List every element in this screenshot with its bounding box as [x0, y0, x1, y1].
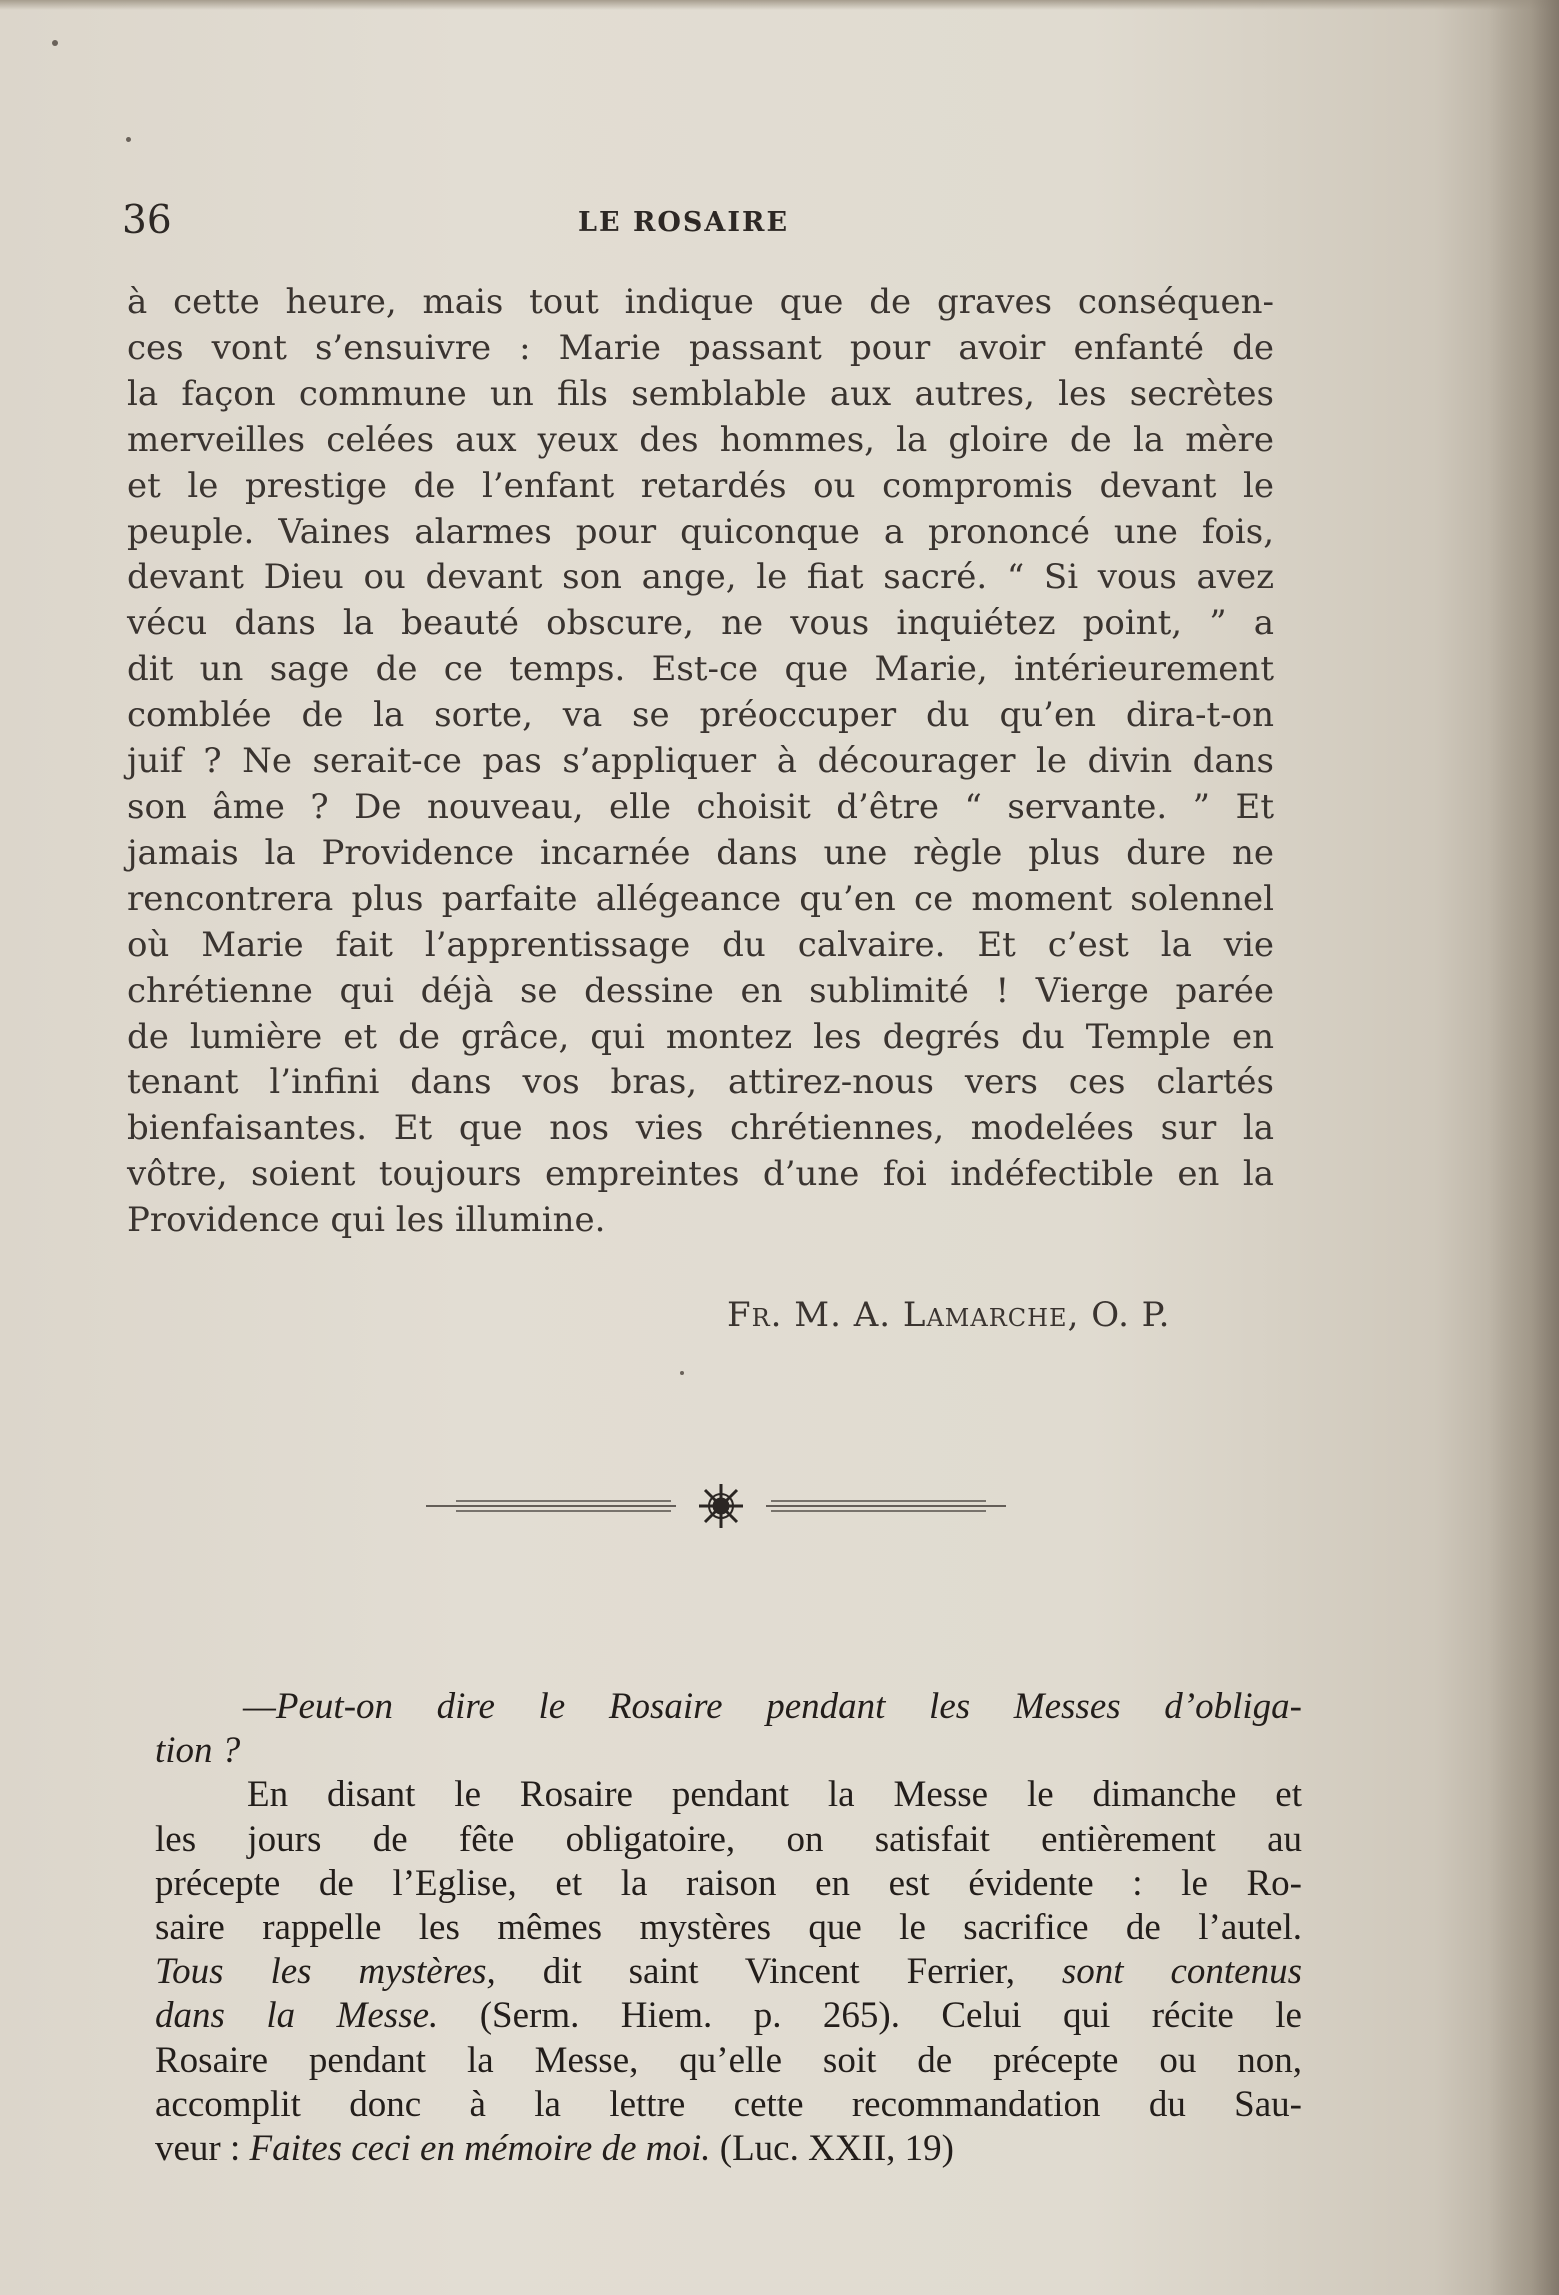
answer-text: veur : [155, 2128, 250, 2170]
sun-ornament-icon [699, 1484, 743, 1528]
article-line: son âme ? De nouveau, elle choisit d’être “ servante. ” Et [127, 786, 1274, 827]
page-top-shadow [0, 0, 1559, 10]
paper-speck [680, 1371, 684, 1375]
article-line: juif ? Ne serait-ce pas s’appliquer à décourager le divin dans [127, 741, 1274, 782]
article-line: chrétienne qui déjà se dessine en sublimité ! Vierge parée [127, 970, 1274, 1011]
article-line: jamais la Providence incarnée dans une règle plus dure ne [127, 832, 1274, 873]
article-line: devant Dieu ou devant son ange, le fiat sacré. “ Si vous avez [127, 557, 1274, 598]
answer-line: précepte de l’Eglise, et la raison en est évidente : le Ro- [155, 1862, 1302, 1904]
article-line: merveilles celées aux yeux des hommes, la gloire de la mère [127, 419, 1274, 460]
page-number: 36 [122, 198, 172, 243]
article-line: vôtre, soient toujours empreintes d’une foi indéfectible en la [127, 1154, 1274, 1195]
article-line: et le prestige de l’enfant retardés ou compromis devant le [127, 465, 1274, 506]
italic-quote: Faites ceci en mémoire de moi. [249, 2128, 711, 2170]
answer-text: dit saint Vincent Ferrier, [495, 1951, 1062, 1993]
article-line: tenant l’infini dans vos bras, attirez-nous vers ces clartés [127, 1062, 1274, 1103]
question-heading-continued: tion ? [155, 1730, 241, 1772]
article-line: vécu dans la beauté obscure, ne vous inquiétez point, ” a [127, 603, 1274, 644]
answer-text: (Luc. XXII, 19) [710, 2128, 954, 2170]
article-line: Providence qui les illumine. [127, 1200, 606, 1241]
answer-text: (Serm. Hiem. p. 265). Celui qui récite le [438, 1995, 1302, 2037]
answer-line: En disant le Rosaire pendant la Messe le dimanche et [247, 1774, 1302, 1816]
article-line: peuple. Vaines alarmes pour quiconque a prononcé une fois, [127, 511, 1274, 552]
italic-quote: dans la Messe. [155, 1995, 439, 2037]
author-signature: Fr. M. A. Lamarche, O. P. [727, 1295, 1171, 1335]
answer-line: accomplit donc à la lettre cette recommandation du Sau- [155, 2083, 1302, 2125]
article-line: où Marie fait l’apprentissage du calvaire. Et c’est la vie [127, 924, 1274, 965]
page-gutter-shadow [1489, 0, 1559, 2295]
article-line: de lumière et de grâce, qui montez les degrés du Temple en [127, 1016, 1274, 1057]
paper-speck [126, 137, 131, 142]
article-body [127, 280, 1274, 1244]
article-line: rencontrera plus parfaite allégeance qu’en ce moment solennel [127, 878, 1274, 919]
question-heading: —Peut-on dire le Rosaire pendant les Messes d’obliga- [243, 1686, 1302, 1727]
answer-line [155, 1950, 1302, 1994]
answer-line: Rosaire pendant la Messe, qu’elle soit de précepte ou non, [155, 2039, 1302, 2081]
italic-quote: sont contenus [1061, 1951, 1303, 1993]
article-line: comblée de la sorte, va se préoccuper du qu’en dira-t-on [127, 695, 1274, 736]
paper-speck [52, 40, 58, 46]
article-line: la façon commune un fils semblable aux autres, les secrètes [127, 373, 1274, 414]
article-line: ces vont s’ensuivre : Marie passant pour avoir enfanté de [127, 327, 1274, 368]
italic-quote: Tous les mystères, [155, 1951, 496, 1993]
article-line: bienfaisantes. Et que nos vies chrétiennes, modelées sur la [127, 1108, 1274, 1149]
question-answer-section [155, 1685, 1302, 2171]
answer-line [155, 2127, 1302, 2171]
ornamental-divider [426, 1482, 1006, 1532]
article-line: à cette heure, mais tout indique que de graves conséquen- [127, 282, 1274, 322]
article-line: dit un sage de ce temps. Est-ce que Marie, intérieurement [127, 649, 1274, 690]
answer-line: les jours de fête obligatoire, on satisfait entièrement au [155, 1818, 1302, 1860]
answer-line: saire rappelle les mêmes mystères que le sacrifice de l’autel. [155, 1907, 1302, 1949]
answer-line [155, 1994, 1302, 2038]
running-title: LE ROSAIRE [578, 207, 790, 238]
